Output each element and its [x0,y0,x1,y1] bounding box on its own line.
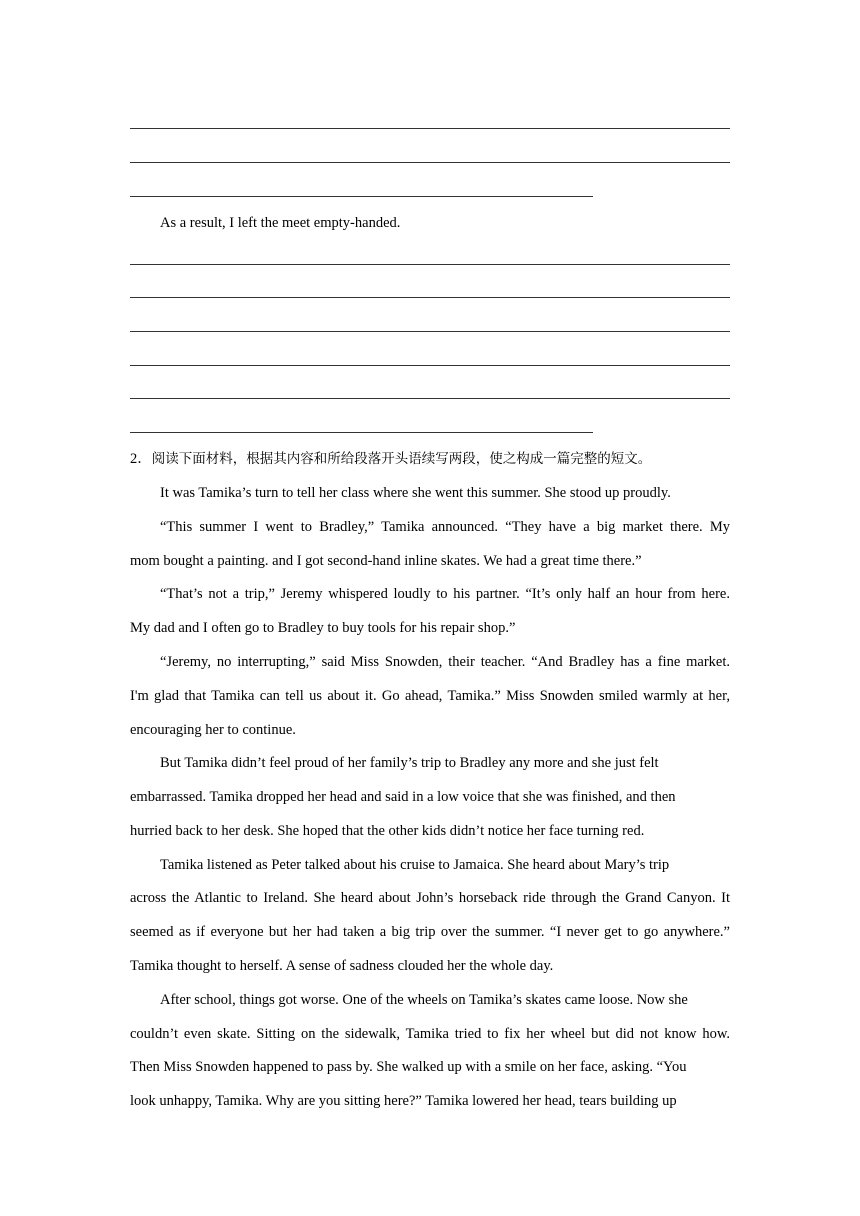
passage-line: I'm glad that Tamika can tell us about it. Go ahead, Tamika.” Miss Snowden smiled warmly at her, [130,688,730,704]
passage-line: Tamika listened as Peter talked about his cruise to Jamaica. She heard about Mary’s trip [160,857,670,873]
passage-line: hurried back to her desk. She hoped that the other kids didn’t notice her face turning red. [130,823,645,839]
passage-line: seemed as if everyone but her had taken a big trip over the summer. “I never get to go anywhere.” [130,924,730,940]
passage-line: encouraging her to continue. [130,722,296,738]
question-2-heading [130,449,651,469]
passage-line: “Jeremy, no interrupting,” said Miss Snowden, their teacher. “And Bradley has a fine market. [160,654,730,670]
passage-line: Then Miss Snowden happened to pass by. She walked up with a smile on her face, asking. “You [130,1059,687,1075]
paragraph-opening: As a result, I left the meet empty-handed. [160,215,401,231]
question-number: 2． [130,451,152,467]
answer-line [130,128,730,129]
answer-line [130,432,593,433]
passage-line: “This summer I went to Bradley,” Tamika announced. “They have a big market there. My [160,519,730,535]
passage-line: My dad and I often go to Bradley to buy tools for his repair shop.” [130,620,516,636]
passage-line: embarrassed. Tamika dropped her head and said in a low voice that she was finished, and then [130,789,676,805]
passage-line: It was Tamika’s turn to tell her class where she went this summer. She stood up proudly. [160,485,671,501]
passage-line: But Tamika didn’t feel proud of her family’s trip to Bradley any more and she just felt [160,755,659,771]
passage-line: Tamika thought to herself. A sense of sadness clouded her the whole day. [130,958,554,974]
passage-line: couldn’t even skate. Sitting on the sidewalk, Tamika tried to fix her wheel but did not know how. [130,1026,730,1042]
answer-line [130,264,730,265]
answer-line [130,196,593,197]
passage-line: across the Atlantic to Ireland. She heard about John’s horseback ride through the Grand Canyon. It [130,890,730,906]
answer-line [130,297,730,298]
answer-line [130,365,730,366]
answer-line [130,162,730,163]
passage-line: After school, things got worse. One of the wheels on Tamika’s skates came loose. Now she [160,992,688,1008]
passage-line: look unhappy, Tamika. Why are you sitting here?” Tamika lowered her head, tears building up [130,1093,677,1109]
answer-line [130,398,730,399]
answer-line [130,331,730,332]
passage-line: mom bought a painting. and I got second-hand inline skates. We had a great time there.” [130,553,642,569]
passage-line: “That’s not a trip,” Jeremy whispered loudly to his partner. “It’s only half an hour from here. [160,586,730,602]
question-instruction: 阅读下面材料，根据其内容和所给段落开头语续写两段，使之构成一篇完整的短文。 [151,451,652,467]
